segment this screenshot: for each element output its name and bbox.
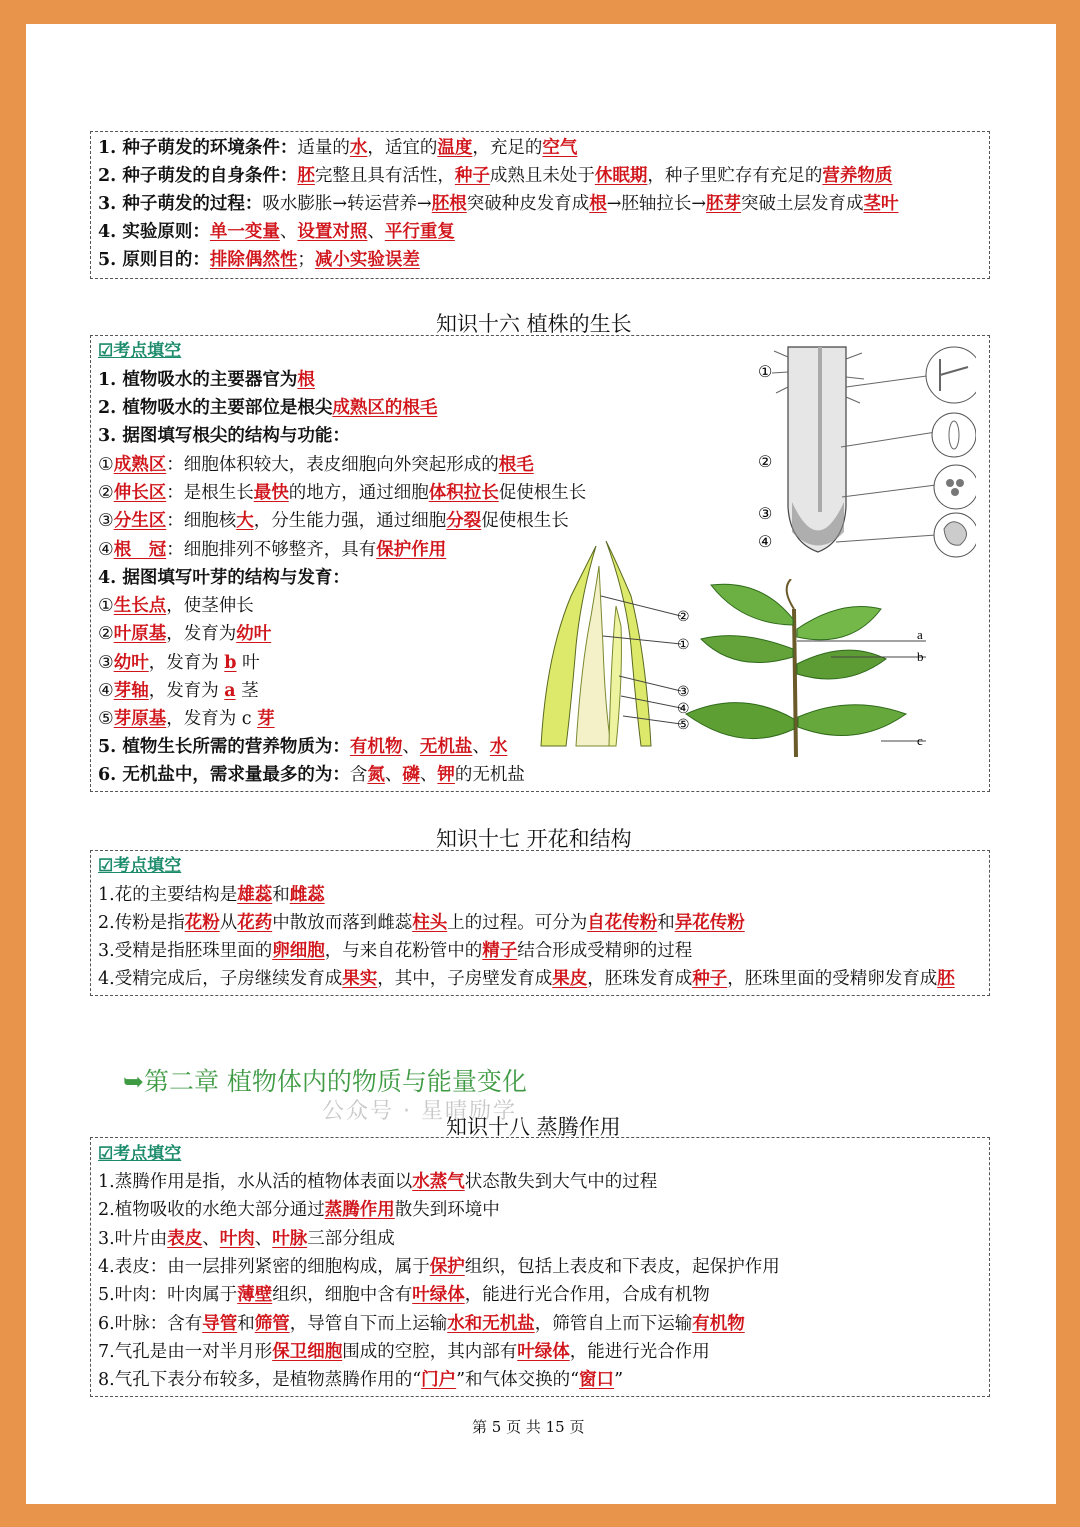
s15-line-3: 3. 种子萌发的过程：吸水膨胀→转运营养→胚根突破种皮发育成根→胚轴拉长→胚芽突破土层发育成茎叶	[98, 194, 899, 214]
section-16-title: 知识十六 植株的生长	[436, 312, 632, 336]
bud-label-1: ①	[677, 638, 690, 653]
stem-label-b: b	[917, 649, 924, 664]
s16-line-2: 2. 植物吸水的主要部位是根尖成熟区的根毛	[98, 398, 438, 418]
page-footer: 第 5 页 共 15 页	[472, 1418, 585, 1436]
s15-line-4: 4. 实验原则：单一变量、设置对照、平行重复	[98, 222, 455, 242]
s16-line-5: ②伸长区：是根生长最快的地方，通过细胞体积拉长促使根生长	[98, 483, 587, 503]
s16-tag: ☑考点填空	[98, 341, 182, 361]
page	[26, 24, 1056, 1504]
s18-line-7: 7.气孔是由一对半月形保卫细胞围成的空腔，其内部有叶绿体，能进行光合作用	[98, 1342, 710, 1362]
s15-line-2: 2. 种子萌发的自身条件：胚完整且具有活性，种子成熟且未处于休眠期，种子里贮存有充足的营养物质	[98, 166, 893, 186]
leaf-bud-figure	[531, 536, 691, 754]
s17-line-1: 1.花的主要结构是雄蕊和雌蕊	[98, 885, 325, 905]
bud-label-2: ②	[677, 610, 690, 625]
root-label-4: ④	[758, 534, 773, 551]
s16-line-4: ①成熟区：细胞体积较大，表皮细胞向外突起形成的根毛	[98, 455, 534, 475]
s16-line-1: 1. 植物吸水的主要器官为根	[98, 370, 315, 390]
s17-line-3: 3.受精是指胚珠里面的卵细胞，与来自花粉管中的精子结合形成受精卵的过程	[98, 941, 693, 961]
s16-line-14: 5. 植物生长所需的营养物质为：有机物、无机盐、水	[98, 737, 508, 757]
s16-line-12: ④芽轴，发育为 a 茎	[98, 681, 259, 701]
s15-line-1: 1. 种子萌发的环境条件：适量的水，适宜的温度，充足的空气	[98, 138, 578, 158]
s18-line-2: 2.植物吸收的水绝大部分通过蒸腾作用散失到环境中	[98, 1200, 500, 1220]
s16-line-13: ⑤芽原基，发育为 c 芽	[98, 709, 275, 729]
s16-line-9: ①生长点，使茎伸长	[98, 596, 254, 616]
s18-line-5: 5.叶肉：叶肉属于薄壁组织，细胞中含有叶绿体，能进行光合作用，合成有机物	[98, 1285, 710, 1305]
stem-label-c: c	[917, 733, 923, 748]
section-18-title: 知识十八 蒸腾作用	[446, 1115, 621, 1139]
s18-tag: ☑考点填空	[98, 1144, 182, 1164]
section-17-title: 知识十七 开花和结构	[436, 827, 632, 851]
s15-line-5: 5. 原则目的：排除偶然性；减小实验误差	[98, 250, 420, 270]
stem-leaves-figure	[681, 579, 926, 757]
chapter-heading: ➥第二章 植物体内的物质与能量变化	[123, 1067, 527, 1096]
s18-line-3: 3.叶片由表皮、叶肉、叶脉三部分组成	[98, 1229, 395, 1249]
root-label-2: ②	[758, 454, 773, 471]
s16-line-15: 6. 无机盐中，需求量最多的为：含氮、磷、钾的无机盐	[98, 765, 525, 785]
s18-line-6: 6.叶脉：含有导管和筛管，导管自下而上运输水和无机盐，筛管自上而下运输有机物	[98, 1314, 745, 1334]
s16-line-11: ③幼叶，发育为 b 叶	[98, 653, 260, 673]
s18-line-4: 4.表皮：由一层排列紧密的细胞构成，属于保护组织，包括上表皮和下表皮，起保护作用	[98, 1257, 780, 1277]
s17-line-4: 4.受精完成后，子房继续发育成果实，其中，子房壁发育成果皮，胚珠发育成种子，胚珠里面的受精卵发育成胚	[98, 969, 955, 989]
s16-line-6: ③分生区：细胞核大，分生能力强，通过细胞分裂促使根生长	[98, 511, 569, 531]
s18-line-1: 1.蒸腾作用是指，水从活的植物体表面以水蒸气状态散失到大气中的过程	[98, 1172, 658, 1192]
bud-label-5: ⑤	[677, 718, 690, 733]
s16-line-10: ②叶原基，发育为幼叶	[98, 624, 272, 644]
s17-tag: ☑考点填空	[98, 856, 182, 876]
s18-line-8: 8.气孔下表分布较多，是植物蒸腾作用的“门户”和气体交换的“窗口”	[98, 1370, 624, 1390]
root-label-1: ①	[758, 364, 773, 381]
s16-line-3: 3. 据图填写根尖的结构与功能：	[98, 426, 350, 446]
bud-label-4: ④	[677, 702, 690, 717]
bud-label-3: ③	[677, 685, 690, 700]
s16-line-8: 4. 据图填写叶芽的结构与发育：	[98, 568, 350, 588]
s17-line-2: 2.传粉是指花粉从花药中散放而落到雌蕊柱头上的过程。可分为自花传粉和异花传粉	[98, 913, 745, 933]
watermark: 公众号 · 星晴励学	[322, 1099, 517, 1124]
root-tip-figure	[746, 337, 976, 562]
stem-label-a: a	[917, 627, 923, 642]
s16-line-7: ④根 冠：细胞排列不够整齐，具有保护作用	[98, 540, 447, 560]
root-label-3: ③	[758, 506, 773, 523]
